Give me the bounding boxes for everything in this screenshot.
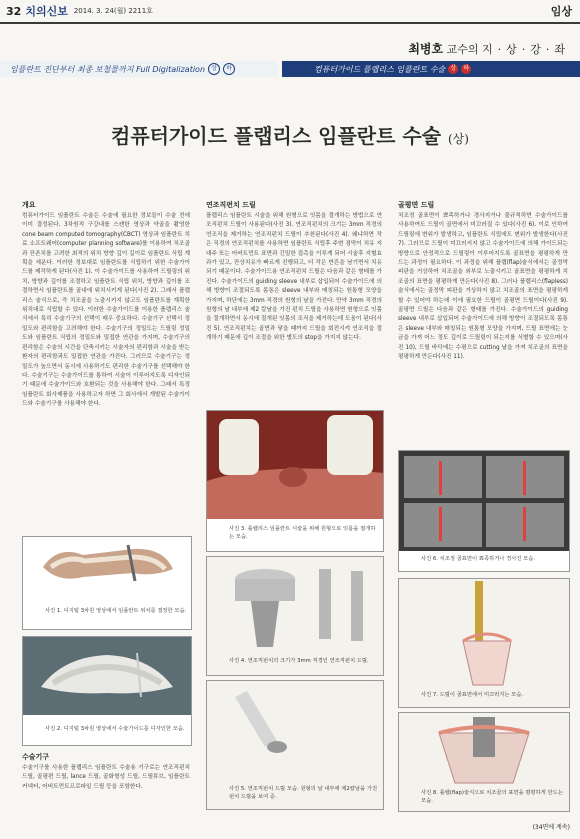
continued-note: (34면에 계속) (532, 824, 570, 831)
photo-caption: 사진 7. 드릴이 골표면에서 미끄러지는 모습. (421, 692, 524, 698)
part-badge: 하 (223, 63, 235, 75)
section-heading: 골평면 드릴 (398, 201, 435, 209)
section-heading: 수술기구 (22, 753, 50, 761)
drill-slipping-illustration (399, 579, 569, 687)
part-badge: 상 (208, 63, 220, 75)
photo-caption: 사진 2. 디지털 3차원 영상에서 수술가이드를 디자인한 모습. (45, 726, 185, 732)
photo-4 (206, 556, 384, 676)
article-title (0, 120, 580, 149)
column-1 (22, 200, 190, 410)
surgical-guide-design-image (23, 637, 191, 715)
photo-caption: 사진 4. 연조직펀치의 크기가 3mm 직경인 연조직펀치 드릴. (229, 658, 369, 664)
photo-2 (22, 636, 192, 746)
photo-caption: 사진 6. 치조정 골표면이 뾰족하거나 경사진 모습. (421, 556, 536, 562)
column-2 (206, 200, 382, 344)
article-title-text: 컴퓨터가이드 플랩리스 임플란트 수술 (111, 124, 442, 148)
tissue-punch-drill-image (207, 557, 383, 653)
body-paragraph: 플랩리스 임플란트 시술을 위해 원형으로 잇몸을 절개하는 방법으로 연조직펀치 드릴이 사용된다(사진 3). 연조직펀치의 크기는 3mm 직경의 연조직을 제거하는 연조직펀치 드릴이 추천된다(사진 4). 왜냐하면 작은 직경의 연조직펀치를 사용하면 임플란트 식립후 주변 점막이 치유 지대주 또는 어버트먼트 표면과 긴밀한 접촉을 이루게 되어 시술후 지혈효과가 있고, 잔상치유가 빠르게 진행되고, 더 작은 반흔을 남기면서 치유되기 때문이다. 수술가이드용 연조직펀치 드릴은 다음과 같은 형태를 가진다. 수술가이드의 guiding sleeve 내부로 삽입되어 수술가이드에 의해 방향이 조절되도록 몸통은 sleeve 내부와 매칭되는 원통형 모양을 가지며, 하단에는 3mm 직경의 원형의 날을 가진다. 만약 3mm 직경의 원형의 날 내부에 제2 칼날을 가진 펀치 드릴을 사용하면 원형으로 잇몸을 절개하면서 동시에 절개된 잇몸의 조직을 제거하는데 도움이 된다(사진 5). 연조직펀치는 골면과 닿을 때까지 드릴을 회전시켜 연조직을 절개하기 때문에 깊이 조절을 위한 별도의 stop을 가지지 않는다. (206, 213, 383, 342)
photo-caption: 사진 1. 디지털 3차원 영상에서 임플란트 위치를 결정한 모습. (45, 608, 187, 614)
publication-name: 치의신보 (25, 5, 68, 18)
column-1-bottom (22, 752, 190, 792)
series-name: 지·상·강·좌 (482, 43, 570, 56)
series-tag-current (282, 61, 580, 77)
photo-5 (206, 680, 384, 810)
author-name: 최병호 (408, 42, 444, 56)
photo-caption: 사진 5. 연조직펀치 드릴 모습. 원형의 날 내부에 제2칼날을 가진 펀치 드릴을 보여 준. (229, 786, 378, 800)
photo-1 (22, 536, 192, 630)
section-label: 임상 (550, 5, 572, 18)
body-paragraph: 치조정 골표면이 뾰족하거나 경사지거나 불규칙하면 수술가이드를 사용하여도 드릴이 골면에서 미끄러질 수 있다(사진 6). 이로 인하여 드릴링에 변위가 발생하고, 임플란트 식립에도 변위가 발생한다(사진 7). 그러므로 드릴이 미끄러지지 않고 수술가이드에 의해 가이드되는 방향으로 안정적으로 드릴링이 이루어지도록 골표면을 평평하게 만드는 과정이 필요하다. 이 과정을 위해 플랩(flap)술식에서는 골정막 피판을 거상하여 치조골을 외부로 노출시키고 골표면을 평평하게 치조골의 표면을 평평하게 만든다(사진 8). 그러나 플랩리스(flapless)술식에서는 골정막 피판을 거상하지 않고 치조골의 표면을 평평하게 할 수 있어야 하는데 이에 필요한 드릴이 골평면 드릴이다(사진 9). 골평면 드릴은 다음과 같은 형태를 가진다. 수술가이드의 guiding sleeve 내부로 삽입되어 수술가이드에 의해 방향이 조절되도록 몸통은 sleeve 내부와 매칭되는 원통형 모양을 가지며, 드릴 표면에는 눈금을 가져 어느 정도 깊이로 드릴링이 되는지를 식별할 수 있으며(사진 10), 드릴 바닥에는 수평으로 cutting 날을 가져 치조골의 표면을 평평하게 만든다(사진 11). (398, 213, 568, 361)
header-rule (0, 22, 580, 24)
ct-scan-image (399, 451, 569, 551)
gum-incision-photo (207, 411, 383, 519)
body-paragraph: 컴퓨터가이드 임플란트 수술은 수술에 필요한 정보들이 수술 전에 이미 결정된다. 3차원적 구강내를 스캔한 영상과 약골을 촬영한 cone beam computed tomography(CBCT) 영상과 임플란트 치료 소프트웨어(computer planning software)를 이용하여 치조골과 잔존치를 고려한 최적의 위치 방향 깊이 길이로 임플란트 식립 계획을 세운다. 이러한 정보대로 임플란트를 식립하기 위한 수술가이드를 제작하게 된다(사진 1). 이 수술가이드를 사용하여 드릴링의 위치, 방향과 깊이를 조절하고 임플란트 식립 위치, 방향과 깊이를 조절하면서 임플란트를 골내에 위치시키게 된다(사진 2). 그래서 플랩리스 술식으로, 즉 치조골을 노출시키지 않고도 임플란트를 계획한 위치대로 식립할 수 있다. 이러한 수술가이드를 이용한 플랩리스 술식에서 특히 수술기구의 선택이 매우 중요하다. 수술기구 선택시 정밀도와 편리함을 고려해야 한다. 수술기구의 정밀도는 드릴링 정밀도와 임플란트 식립의 정밀도와 밀접한 연관을 가지며, 수술기구의 편리함은 수술의 시간을 단축시키는 시술자의 편리함과 시술을 받는 환자의 편리함과도 밀접한 연관을 가진다. 그러므로 수술기구는 정밀도가 높으면서 동시에 사용하기도 편리한 수술기구를 선택해야 한다. 수술기구는 수술가이드를 통하여 시술이 이루어지도록 디자인되기 때문에 수술가이드와 호환되는 것을 사용해야 한다. 그래서 특정 임플란트 회사제품을 사용하고자 하면 그 회사에서 개발된 수술가이드와 수술기구를 사용해야 한다. (22, 213, 190, 408)
part-badge: 하 (461, 64, 471, 74)
page-header (0, 0, 580, 22)
section-heading: 개요 (22, 201, 36, 209)
series-tag-previous (0, 61, 278, 77)
series-tag-text: 컴퓨터가이드 플랩리스 임플란트 수술 (314, 64, 446, 74)
author-line (408, 40, 570, 57)
photo-8 (398, 712, 570, 812)
photo-caption: 사진 8. 플랩(flap)술식으로 치조골의 표면을 평평하게 만드는 모습. (421, 790, 563, 804)
article-title-suffix: (상) (448, 132, 469, 146)
page-number: 32 (6, 4, 22, 18)
section-heading: 연조직펀치 드릴 (206, 201, 256, 209)
punch-drill-closeup-image (207, 681, 383, 779)
part-badge: 상 (448, 64, 458, 74)
photo-caption: 사진 3. 플랩리스 임플란트 시술을 위해 원형으로 잇몸을 절개하는 모습. (229, 526, 376, 540)
series-tag-text: 임플란트 진단부터 최종 보철물까지 Full Digitalization (10, 64, 206, 74)
issue-date: 2014. 3. 24(월) 2211호 (73, 7, 153, 15)
column-3 (398, 200, 568, 363)
flap-technique-illustration (399, 713, 569, 785)
body-paragraph: 수술기구를 사용한 플랩리스 임플란트 수술용 기구로는 연조직펀치 드릴, 골평편 드릴, lance 드릴, 골화형성 드릴, 드릴튜브, 임플란트커넥터, 어버트먼트프로파일 드릴 등을 포함한다. (22, 765, 190, 790)
author-title: 교수의 (446, 43, 479, 56)
photo-6 (398, 450, 570, 572)
photo-3 (206, 410, 384, 552)
photo-7 (398, 578, 570, 708)
dental-3d-scan-image (23, 537, 191, 597)
